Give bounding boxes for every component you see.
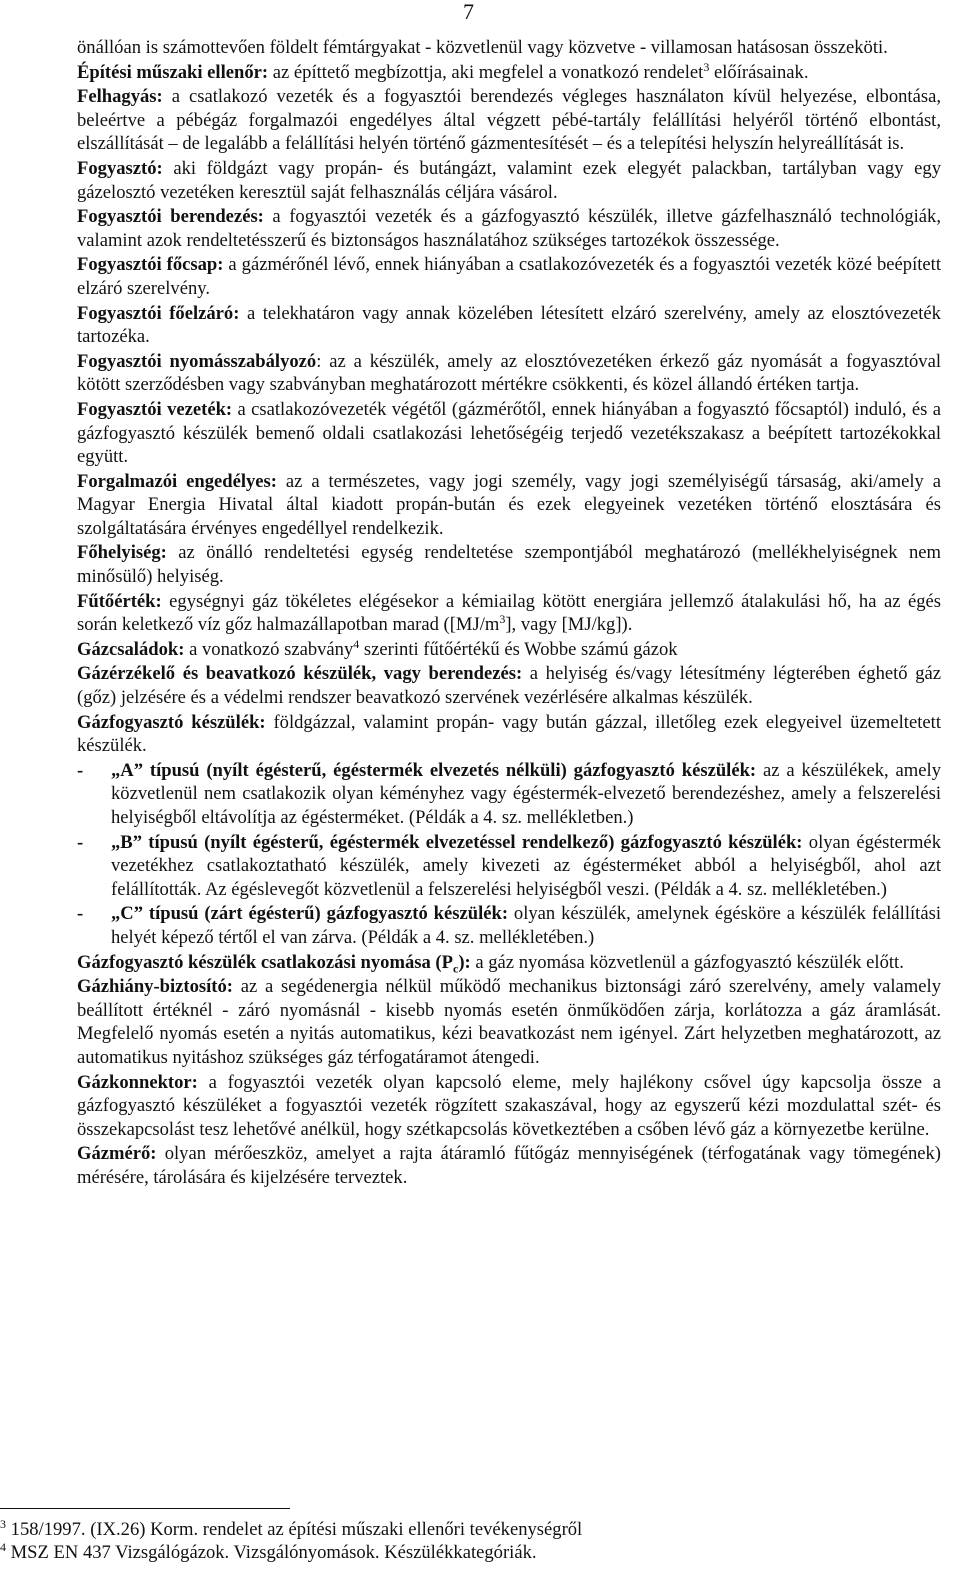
footnote (0, 1518, 900, 1541)
definition-text: olyan égéstermék vezetékhez csatlakoztatható készülék, amely kivezeti az égésterméket abból a helyiségből, ahol azt felállították. Az égéslevegőt közvetlenül a felszerelési helyiségből veszi. (Példák a 4. sz. mellékletében.) (111, 831, 941, 900)
footnotes (0, 1518, 900, 1565)
term: Fogyasztói nyomásszabályozó (77, 350, 317, 372)
definition-text: olyan mérőeszköz, amelyet a rajta átáramló fűtőgáz mennyiségének (térfogatának vagy tömegének) mérésére, tárolására és kijelzésére terveztek. (77, 1143, 941, 1188)
definition-gazmero (77, 1142, 941, 1189)
term: Főhelyiség: (77, 542, 167, 564)
term: „B” típusú (nyílt égésterű, égéstermék elvezetéssel rendelkező) gázfogyasztó készülék: (111, 831, 803, 853)
definition-text: földgázzal, valamint propán- vagy bután gázzal, illetőleg ezek elegyeivel üzemeltetett készülék. (77, 711, 941, 757)
definition-text: az a segédenergia nélkül működő mechanikus biztonsági záró szerelvény, amely valamely beállított értéknél - záró nyomásnál - kisebb nyomás esetén önműködően zárja, korlátozza a gáz áramlását. Megfelelő nyomás esetén a nyitás automatikus, kézi beavatkozást nem igényel. Zárt helyzetben meghatározott, az automatikus nyitáshoz szükséges gáz térfogatáramot átengedi. (77, 976, 941, 1068)
footnote-text: 158/1997. (IX.26) Korm. rendelet az építési műszaki ellenőri tevékenységről (6, 1519, 583, 1540)
list-dash: - (77, 759, 84, 781)
subscript: c (452, 961, 459, 976)
definition-text: az önálló rendeltetési egység rendeltetése szempontjából meghatározó (mellékhelyiségnek nem minősülő) helyiség. (77, 542, 941, 588)
definition-text: az építtető megbízottja, aki megfelel a vonatkozó rendelet (268, 61, 704, 83)
definition-text: a telekhatáron vagy annak közelében létesített elzáró szerelvény, amely az elosztóvezeték tartozéka. (77, 302, 941, 348)
term: Fogyasztó: (77, 157, 163, 179)
term: Gázfogyasztó készülék csatlakozási nyomása (P (77, 951, 453, 973)
definition-fogyasztoi-vezetek (77, 398, 941, 469)
definition-text: a csatlakozó vezeték és a fogyasztói berendezés végleges használaton kívül helyezése, elbontása, beleértve a pébégáz forgalmazói engedélyes által végzett pébé-tartály felállítási helyéről történő elbontást, elszállítását – de legalább a felállítási helyén történő gázmentesítését – és a telepítési helyszín helyreállítását is. (77, 86, 941, 155)
term: Gázkonnektor: (77, 1071, 198, 1093)
definition-text: a gáz nyomása közvetlenül a gázfogyasztó készülék előtt. (470, 951, 904, 973)
definition-fogyasztoi-berendezes (77, 205, 941, 252)
term: ): (458, 951, 471, 973)
term: Gázérzékelő és beavatkozó készülék, vagy berendezés: (77, 663, 523, 685)
definition-text: aki földgázt vagy propán- és butángázt, valamint ezek elegyét palackban, tartályban vagy egy gázelosztó vezetéken keresztül saját felhasználás céljára vásárol. (77, 157, 941, 203)
term: Építési műszaki ellenőr: (77, 61, 269, 83)
definition-text: az a készülékek, amely közvetlenül nem csatlakozik olyan kéményhez vagy égéstermék-elvezető berendezéshez, amely a felszerelési helyiségből eltávolítja az égésterméket. (Példák a 4. sz. mellékletben.) (111, 759, 941, 828)
term: Fogyasztói vezeték: (77, 398, 233, 420)
term: Fogyasztói főelzáró: (77, 302, 240, 324)
definition-gazkonnektor (77, 1071, 941, 1142)
definition-text: szerinti fűtőértékű és Wobbe számú gázok (359, 638, 678, 660)
definition-text: a fogyasztói vezeték olyan kapcsoló eleme, mely hajlékony csővel úgy kapcsolja össze a gázfogyasztó készüléket a fogyasztói vezeték rögzített szakaszával, hogy az egyszerű kézi mozdulattal szét- és összekapcsolást tesz lehetővé anélkül, hogy szétkapcsolás következtében a csőben lévő gáz a környezetbe kerülne. (77, 1071, 941, 1140)
footnote-text: MSZ EN 437 Vizsgálógázok. Vizsgálónyomások. Készülékkategóriák. (6, 1542, 537, 1564)
definition-fogyaszto (77, 157, 941, 204)
term: Gázcsaládok: (77, 638, 185, 660)
page-number: 7 (463, 0, 474, 24)
definition-text: előírásainak. (709, 61, 809, 83)
term: „A” típusú (nyílt égésterű, égéstermék elvezetés nélküli) gázfogyasztó készülék: (111, 759, 757, 781)
term: Forgalmazói engedélyes: (77, 470, 277, 492)
definition-gazfogyaszto-keszulek (77, 711, 941, 758)
intro-paragraph: önállóan is számottevően földelt fémtárgyakat - közvetlenül vagy közvetve - villamosan hatásosan összeköti. (77, 37, 888, 58)
definition-text: a gázmérőnél lévő, ennek hiányában a csatlakozóvezeték és a fogyasztói vezeték közé beépített elzáró szerelvény. (77, 254, 941, 299)
term: Gázmérő: (77, 1143, 157, 1165)
definition-fohelyiseg (77, 541, 941, 588)
footnote-ref: 4 (353, 636, 360, 651)
definition-text: egységnyi gáz tökéletes elégésekor a kémiailag kötött energiára jellemző átalakulási hő, ha az égés során keletkező víz gőz halmazállapotban marad ([MJ/m (77, 590, 941, 636)
definition-gazhiany-biztosito (77, 975, 941, 1069)
footnote-number: 4 (0, 1540, 6, 1555)
footnote-divider (0, 1508, 290, 1509)
definition-gazcsaladok (77, 638, 941, 662)
footnote (0, 1541, 900, 1564)
list-item-type-b (77, 831, 941, 902)
term: Fogyasztói főcsap: (77, 254, 224, 276)
definition-fogyasztoi-nyomasszabalyozo (77, 350, 941, 397)
term: Fűtőérték: (77, 590, 162, 612)
list-dash: - (77, 831, 84, 853)
term: „C” típusú (zárt égésterű) gázfogyasztó készülék: (111, 903, 509, 925)
definition-text: a csatlakozóvezeték végétől (gázmérőtől, ennek hiányában a fogyasztó főcsaptól) induló, és a gázfogyasztó készülék bemenő oldali csatlakozási lehetőségéig terjedő vezetékszakasz a beépített tartozékokkal együtt. (77, 398, 941, 468)
definition-forgalmazoi-engedelyes (77, 470, 941, 541)
definition-text: az a természetes, vagy jogi személy, vagy jogi személyiségű társaság, aki/amely a Magyar Energia Hivatal által kiadott propán-bután és ezek elegyeinek vezetéken történő elosztására és szolgáltatására érvényes engedéllyel rendelkezik. (77, 470, 941, 539)
superscript: 3 (499, 612, 506, 627)
definition-csatlakozasi-nyomas (77, 951, 941, 975)
footnote-number: 3 (0, 1516, 6, 1531)
term: Gázhiány-biztosító: (77, 976, 233, 998)
entries-list-continued (77, 951, 941, 1190)
term: Felhagyás: (77, 86, 163, 108)
definition-futoertek (77, 590, 941, 637)
list-item-type-a (77, 759, 941, 830)
definition-epitesi-muszaki-ellenor (77, 61, 941, 85)
definition-text: olyan készülék, amelynek égésköre a készülék felállítási helyét képező tértől el van zárva. (Példák a 4. sz. mellékletében.) (111, 903, 942, 948)
appliance-type-list (77, 759, 941, 950)
definition-gazerzekelo (77, 662, 941, 709)
definition-fogyasztoi-foelzaro (77, 302, 941, 349)
definition-text: a helyiség és/vagy létesítmény légterében éghető gáz (gőz) jelzésére és a védelmi rendszer beavatkozó szervének vezérlésére alkalmas készülék. (77, 663, 942, 709)
footnote-ref: 3 (703, 59, 710, 74)
term: Fogyasztói berendezés: (77, 206, 264, 228)
definition-felhagyas (77, 85, 941, 156)
definition-text: a vonatkozó szabvány (184, 638, 354, 660)
list-item-type-c (77, 902, 941, 949)
term: Gázfogyasztó készülék: (77, 711, 266, 733)
entries-list (77, 61, 941, 758)
definition-text: : az a készülék, amely az elosztóvezetéken érkező gáz nyomását a fogyasztóval kötött szerződésben vagy szabványban meghatározott mértékre csökkenti, és közel állandó értéken tartja. (77, 350, 941, 396)
definition-fogyasztoi-focsap (77, 253, 941, 300)
definition-text: a fogyasztói vezeték és a gázfogyasztó készülék, illetve gázfelhasználó technológiák, valamint azok rendeltetésszerű és biztonságos használatához szükséges tartozékok összessége. (77, 206, 942, 251)
document-body (77, 36, 941, 1191)
list-dash: - (77, 903, 84, 925)
definition-text: ], vagy [MJ/kg]). (505, 614, 633, 636)
